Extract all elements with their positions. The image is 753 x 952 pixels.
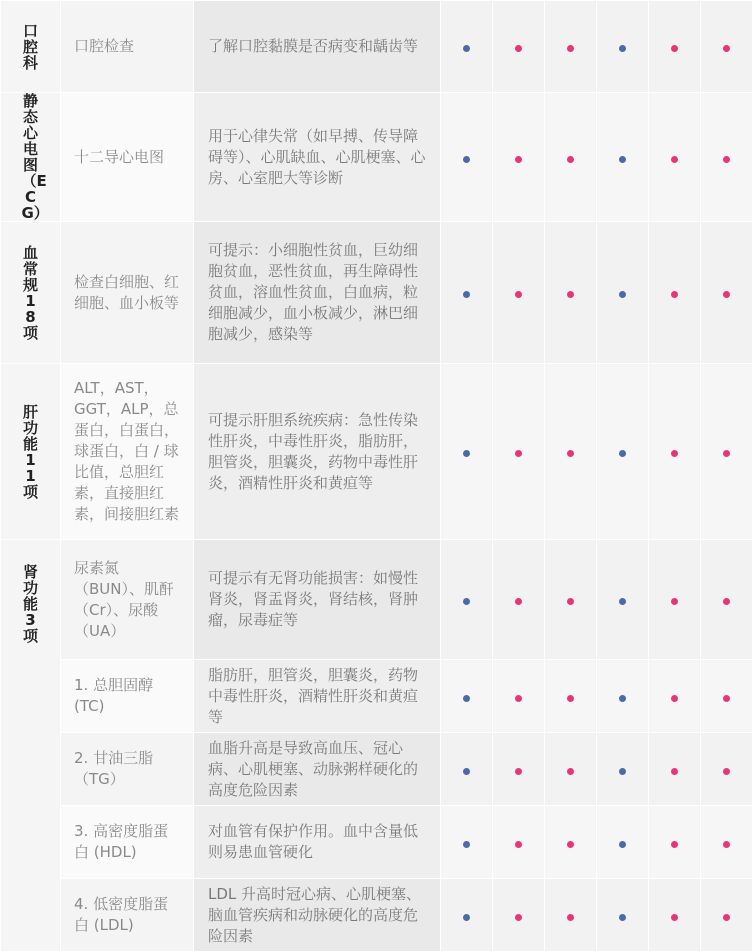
description-cell: 了解口腔黏膜是否病变和龋齿等 [194,1,441,93]
mark-cell [649,733,701,806]
pink-dot-icon [723,450,730,457]
blue-dot-icon [463,695,470,702]
blue-dot-icon [619,450,626,457]
mark-cell [493,806,545,879]
pink-dot-icon [723,291,730,298]
description-cell: 可提示肝胆系统疾病：急性传染性肝炎，中毒性肝炎，脂肪肝，胆管炎，胆囊炎，药物中毒性肝炎，酒精性肝炎和黄疸等 [194,364,441,540]
blue-dot-icon [463,914,470,921]
pink-dot-icon [723,156,730,163]
mark-cell [701,660,753,733]
mark-cell [701,879,753,952]
blue-dot-icon [463,156,470,163]
table-row [1,540,753,660]
blue-dot-icon [463,45,470,52]
pink-dot-icon [671,291,678,298]
mark-cell [545,879,597,952]
table-row [1,879,753,952]
pink-dot-icon [723,768,730,775]
blue-dot-icon [619,914,626,921]
mark-cell [545,1,597,93]
item-cell: 检查白细胞、红细胞、血小板等 [61,222,194,364]
mark-cell [701,733,753,806]
mark-cell [441,222,493,364]
mark-cell [649,660,701,733]
mark-cell [545,540,597,660]
mark-cell [701,93,753,222]
pink-dot-icon [515,450,522,457]
pink-dot-icon [723,598,730,605]
table-row [1,1,753,93]
mark-cell [493,540,545,660]
blue-dot-icon [619,45,626,52]
pink-dot-icon [515,156,522,163]
mark-cell [649,93,701,222]
blue-dot-icon [463,598,470,605]
mark-cell [649,1,701,93]
category-cell: 肝功能11项 [1,364,61,540]
blue-dot-icon [619,156,626,163]
description-cell: 脂肪肝，胆管炎，胆囊炎，药物中毒性肝炎，酒精性肝炎和黄疸等 [194,660,441,733]
pink-dot-icon [515,695,522,702]
pink-dot-icon [567,768,574,775]
mark-cell [701,364,753,540]
table-row [1,733,753,806]
item-cell: 2. 甘油三脂（TG） [61,733,194,806]
table-row [1,806,753,879]
pink-dot-icon [723,841,730,848]
pink-dot-icon [515,914,522,921]
pink-dot-icon [515,841,522,848]
item-cell: 尿素氮（BUN）、肌酐（Cr）、尿酸（UA） [61,540,194,660]
item-cell: 3. 高密度脂蛋白 (HDL) [61,806,194,879]
pink-dot-icon [671,768,678,775]
pink-dot-icon [671,598,678,605]
pink-dot-icon [567,450,574,457]
mark-cell [649,879,701,952]
mark-cell [493,733,545,806]
pink-dot-icon [567,914,574,921]
mark-cell [441,879,493,952]
pink-dot-icon [515,291,522,298]
mark-cell [597,660,649,733]
mark-cell [441,806,493,879]
pink-dot-icon [671,450,678,457]
blue-dot-icon [619,598,626,605]
pink-dot-icon [567,156,574,163]
mark-cell [649,540,701,660]
description-cell: 血脂升高是导致高血压、冠心病、心肌梗塞、动脉粥样硬化的高度危险因素 [194,733,441,806]
mark-cell [441,93,493,222]
pink-dot-icon [723,914,730,921]
item-cell: 1. 总胆固醇 (TC) [61,660,194,733]
mark-cell [493,1,545,93]
blue-dot-icon [619,695,626,702]
table-row [1,660,753,733]
description-cell: 对血管有保护作用。血中含量低则易患血管硬化 [194,806,441,879]
mark-cell [441,364,493,540]
mark-cell [597,879,649,952]
mark-cell [545,93,597,222]
category-cell: 口腔科 [1,1,61,93]
description-cell: 用于心律失常（如早搏、传导障碍等）、心肌缺血、心肌梗塞、心房、心室肥大等诊断 [194,93,441,222]
table-row [1,93,753,222]
mark-cell [545,364,597,540]
mark-cell [441,540,493,660]
mark-cell [493,93,545,222]
pink-dot-icon [515,598,522,605]
mark-cell [493,222,545,364]
mark-cell [597,540,649,660]
category-cell: 静态心电图（ECG） [1,93,61,222]
item-cell: 十二导心电图 [61,93,194,222]
mark-cell [597,222,649,364]
pink-dot-icon [671,695,678,702]
pink-dot-icon [515,768,522,775]
pink-dot-icon [671,914,678,921]
mark-cell [493,364,545,540]
category-cell: 血常规18项 [1,222,61,364]
pink-dot-icon [567,841,574,848]
pink-dot-icon [567,598,574,605]
mark-cell [493,879,545,952]
mark-cell [597,364,649,540]
pink-dot-icon [671,841,678,848]
mark-cell [545,806,597,879]
mark-cell [649,806,701,879]
mark-cell [493,660,545,733]
mark-cell [649,364,701,540]
item-cell: ALT，AST，GGT，ALP，总蛋白，白蛋白，球蛋白，白 / 球比值，总胆红素，直接胆红素，间接胆红素 [61,364,194,540]
blue-dot-icon [463,841,470,848]
pink-dot-icon [723,695,730,702]
table-row [1,364,753,540]
description-cell: 可提示有无肾功能损害：如慢性肾炎，肾盂肾炎，肾结核，肾肿瘤，尿毒症等 [194,540,441,660]
mark-cell [597,1,649,93]
mark-cell [701,222,753,364]
item-cell: 4. 低密度脂蛋白 (LDL) [61,879,194,952]
blue-dot-icon [619,768,626,775]
pink-dot-icon [567,45,574,52]
mark-cell [545,733,597,806]
mark-cell [649,222,701,364]
mark-cell [441,733,493,806]
blue-dot-icon [619,841,626,848]
mark-cell [597,733,649,806]
mark-cell [597,93,649,222]
pink-dot-icon [723,45,730,52]
blue-dot-icon [619,291,626,298]
pink-dot-icon [567,695,574,702]
description-cell: LDL 升高时冠心病、心肌梗塞、脑血管疾病和动脉硬化的高度危险因素 [194,879,441,952]
description-cell: 可提示：小细胞性贫血，巨幼细胞贫血，恶性贫血，再生障碍性贫血，溶血性贫血，白血病，粒细胞减少，血小板减少，淋巴细胞减少，感染等 [194,222,441,364]
mark-cell [545,222,597,364]
mark-cell [545,660,597,733]
item-cell: 口腔检查 [61,1,194,93]
blue-dot-icon [463,450,470,457]
blue-dot-icon [463,291,470,298]
mark-cell [441,660,493,733]
pink-dot-icon [671,156,678,163]
mark-cell [701,540,753,660]
mark-cell [441,1,493,93]
table-row [1,222,753,364]
pink-dot-icon [671,45,678,52]
mark-cell [701,806,753,879]
mark-cell [701,1,753,93]
blue-dot-icon [463,768,470,775]
category-cell: 肾功能3项 [1,540,61,952]
pink-dot-icon [515,45,522,52]
pink-dot-icon [567,291,574,298]
mark-cell [597,806,649,879]
